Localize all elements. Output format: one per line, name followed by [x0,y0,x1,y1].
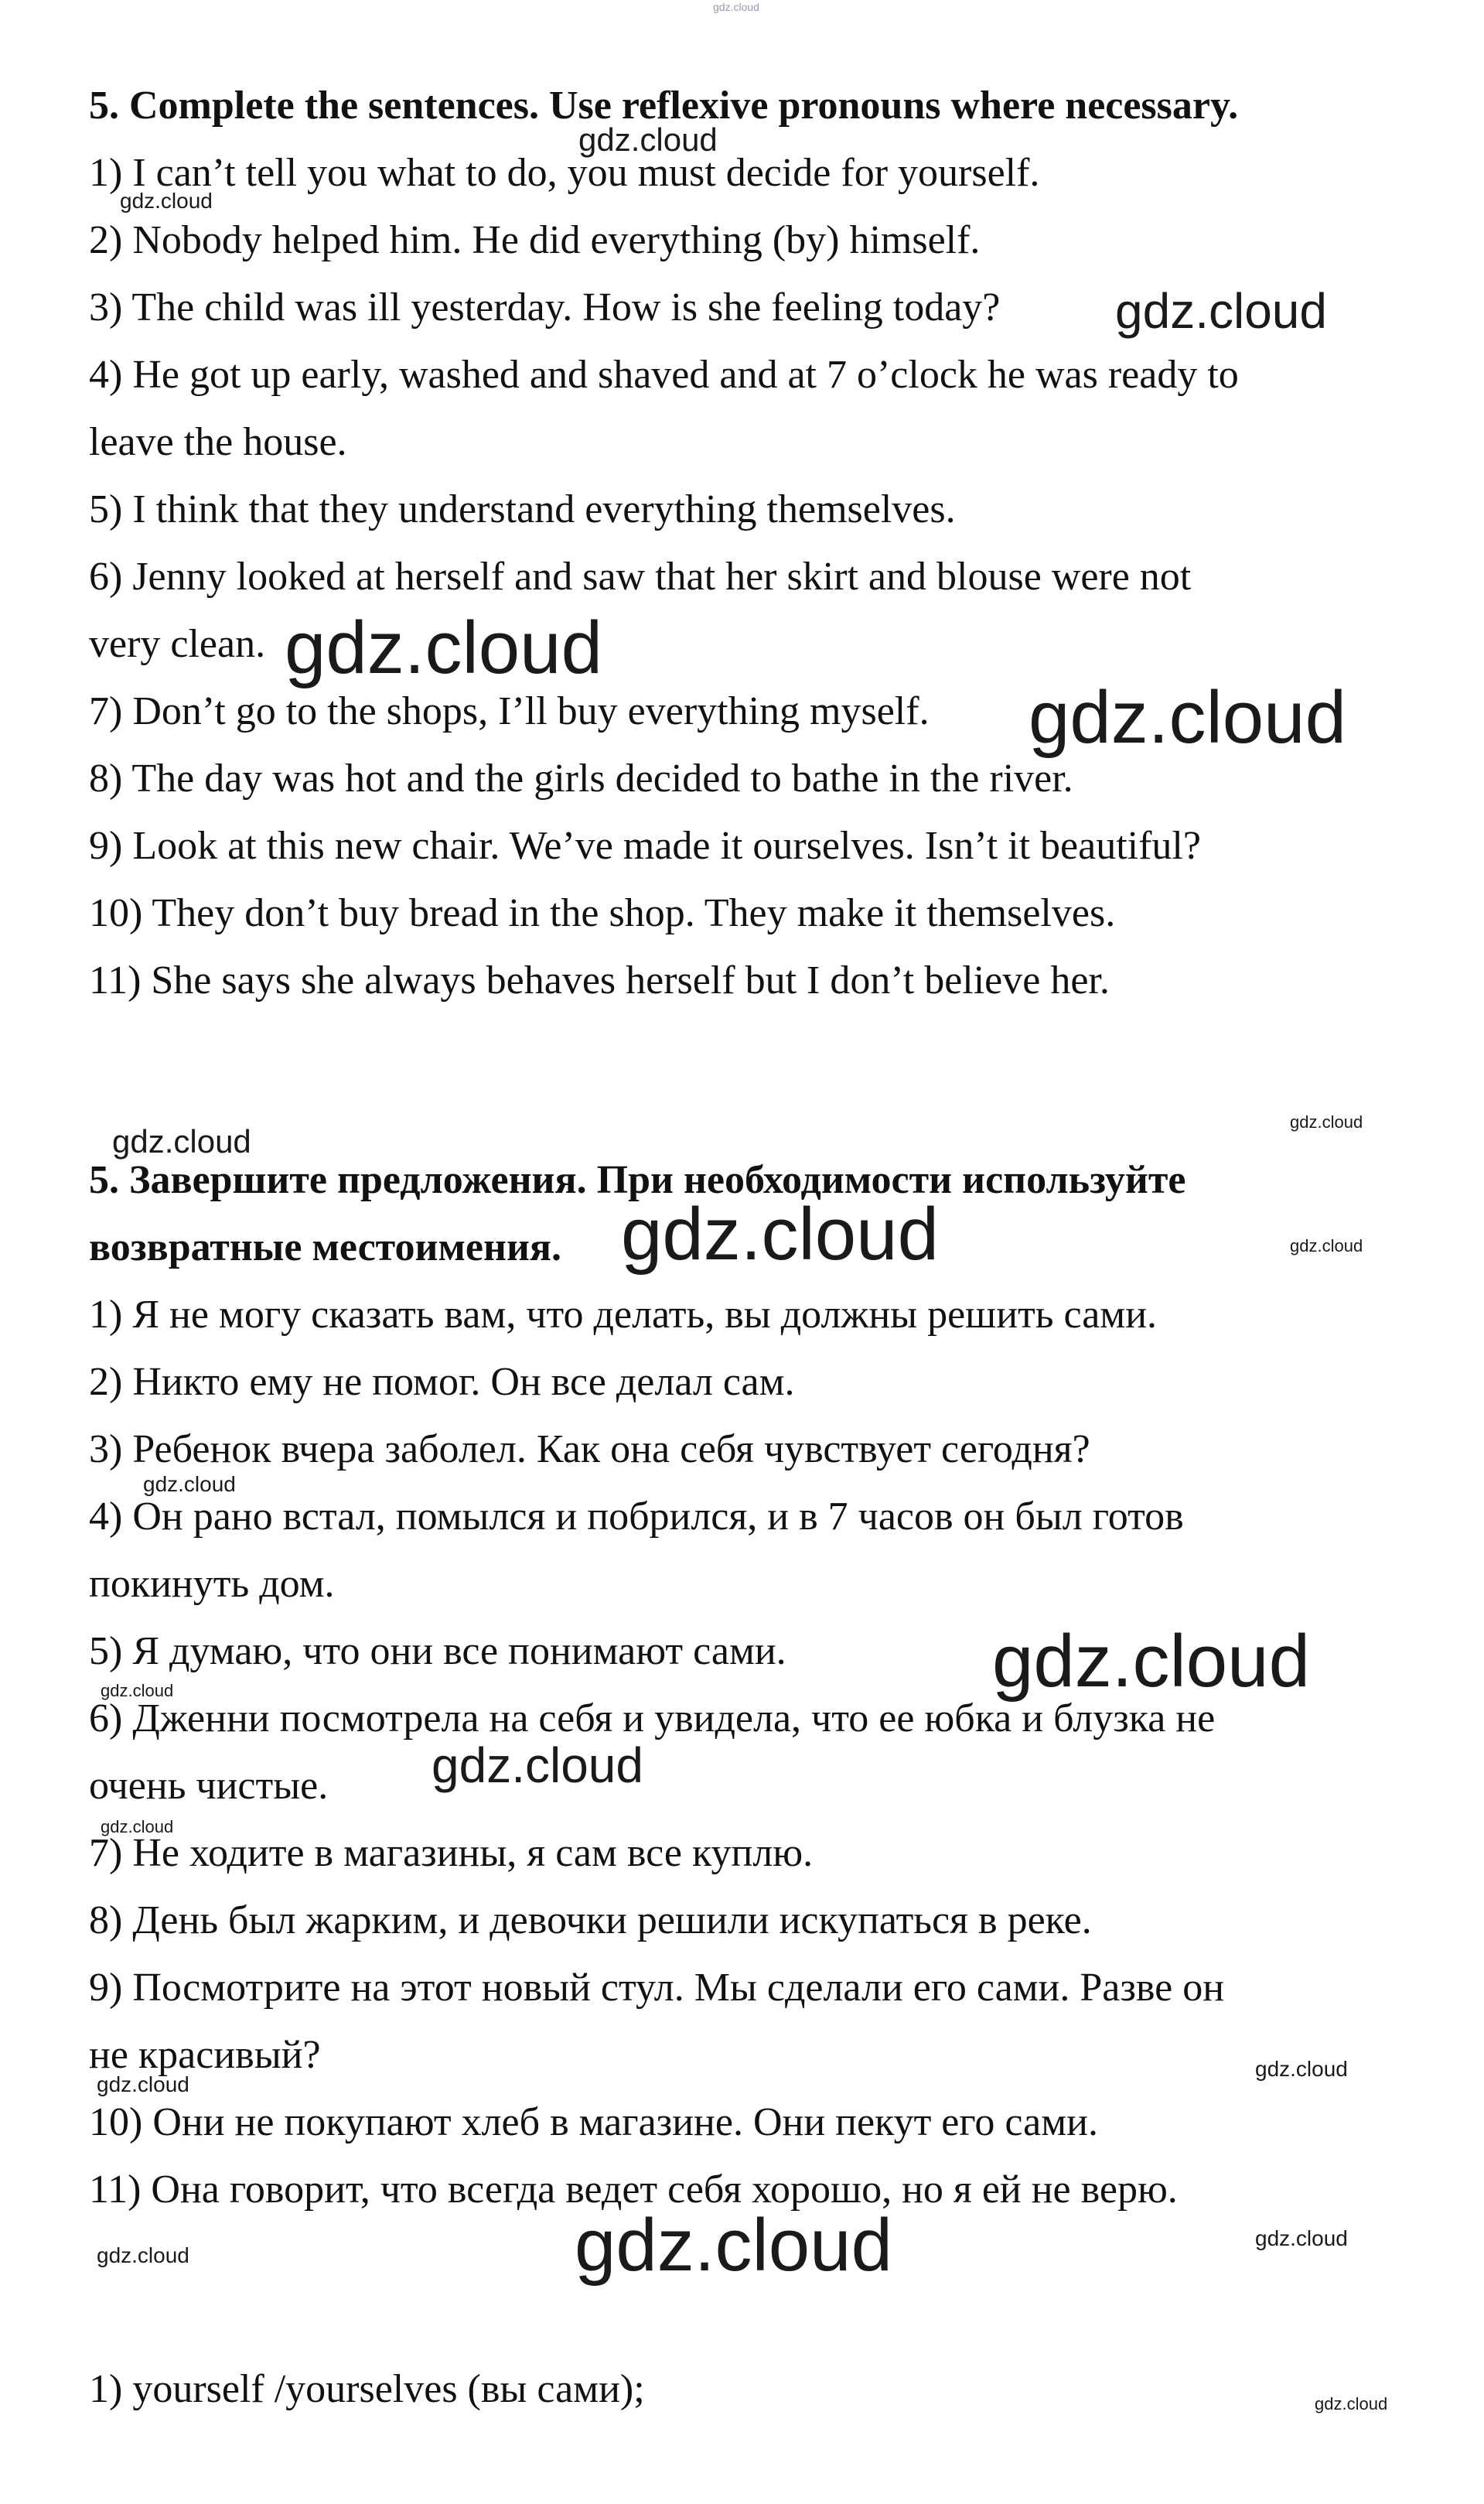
russian-line-1: 1) Я не могу сказать вам, что делать, вы должны решить сами. [89,1293,1158,1337]
russian-line-6-cont: очень чистые. [89,1764,329,1808]
english-line-4-cont: leave the house. [89,420,347,464]
watermark: gdz.cloud [1315,2394,1388,2413]
english-line-4: 4) He got up early, washed and shaved and at 7 o’clock he was ready to [89,353,1239,397]
watermark: gdz.cloud [1290,1112,1363,1132]
russian-line-9: 9) Посмотрите на этот новый стул. Мы сделали его сами. Разве он [89,1966,1225,2010]
watermark: gdz.cloud [120,189,213,213]
english-line-3: 3) The child was ill yesterday. How is she feeling today? [89,285,1001,330]
watermark: gdz.cloud [143,1472,236,1496]
watermark: gdz.cloud [97,2243,189,2267]
russian-line-7: 7) Не ходите в магазины, я сам все куплю. [89,1831,814,1875]
english-line-2: 2) Nobody helped him. He did everything (by) himself. [89,218,981,262]
russian-line-2: 2) Никто ему не помог. Он все делал сам. [89,1360,795,1404]
watermark: gdz.cloud [1255,2226,1348,2250]
russian-line-11: 11) Она говорит, что всегда ведет себя хорошо, но я ей не верю. [89,2168,1178,2212]
watermark: gdz.cloud [285,606,602,689]
answer-line-1: 1) yourself /yourselves (вы сами); [89,2367,645,2411]
english-line-5: 5) I think that they understand everything themselves. [89,487,956,531]
watermark: gdz.cloud [1255,2057,1348,2081]
watermark: gdz.cloud [112,1123,251,1160]
russian-line-3: 3) Ребенок вчера заболел. Как она себя чувствует сегодня? [89,1427,1090,1471]
russian-line-4: 4) Он рано встал, помылся и побрился, и в 7 часов он был готов [89,1495,1184,1539]
english-line-7: 7) Don’t go to the shops, I’ll buy everything myself. [89,689,930,733]
watermark: gdz.cloud [432,1737,643,1793]
russian-line-6: 6) Дженни посмотрела на себя и увидела, что ее юбка и блузка не [89,1696,1216,1741]
watermark: gdz.cloud [101,1817,174,1836]
english-line-10: 10) They don’t buy bread in the shop. They make it themselves. [89,891,1116,935]
watermark: gdz.cloud [992,1620,1310,1703]
english-line-8: 8) The day was hot and the girls decided to bathe in the river. [89,757,1073,801]
russian-line-10: 10) Они не покупают хлеб в магазине. Они пекут его сами. [89,2100,1098,2144]
header-watermark: gdz.cloud [713,1,759,13]
watermark: gdz.cloud [575,2204,892,2287]
russian-heading-line-2: возвратные местоимения. [89,1225,562,1269]
watermark: gdz.cloud [1029,676,1346,759]
watermark: gdz.cloud [621,1193,939,1276]
russian-line-8: 8) День был жарким, и девочки решили искупаться в реке. [89,1898,1092,1942]
english-line-9: 9) Look at this new chair. We’ve made it ourselves. Isn’t it beautiful? [89,824,1201,868]
watermark: gdz.cloud [1290,1236,1363,1255]
english-line-11: 11) She says she always behaves herself but I don’t believe her. [89,958,1110,1003]
watermark: gdz.cloud [578,121,718,158]
english-line-6: 6) Jenny looked at herself and saw that her skirt and blouse were not [89,555,1192,599]
russian-line-9-cont: не красивый? [89,2033,321,2077]
russian-line-5: 5) Я думаю, что они все понимают сами. [89,1629,786,1673]
watermark: gdz.cloud [101,1681,174,1700]
russian-line-4-cont: покинуть дом. [89,1562,335,1606]
english-line-1: 1) I can’t tell you what to do, you must decide for yourself. [89,151,1040,195]
english-line-6-cont: very clean. [89,622,266,666]
english-heading: 5. Complete the sentences. Use reflexive pronouns where necessary. [89,84,1239,128]
watermark: gdz.cloud [1115,283,1327,339]
watermark: gdz.cloud [97,2072,189,2096]
russian-heading-line-1: 5. Завершите предложения. При необходимости используйте [89,1158,1186,1202]
